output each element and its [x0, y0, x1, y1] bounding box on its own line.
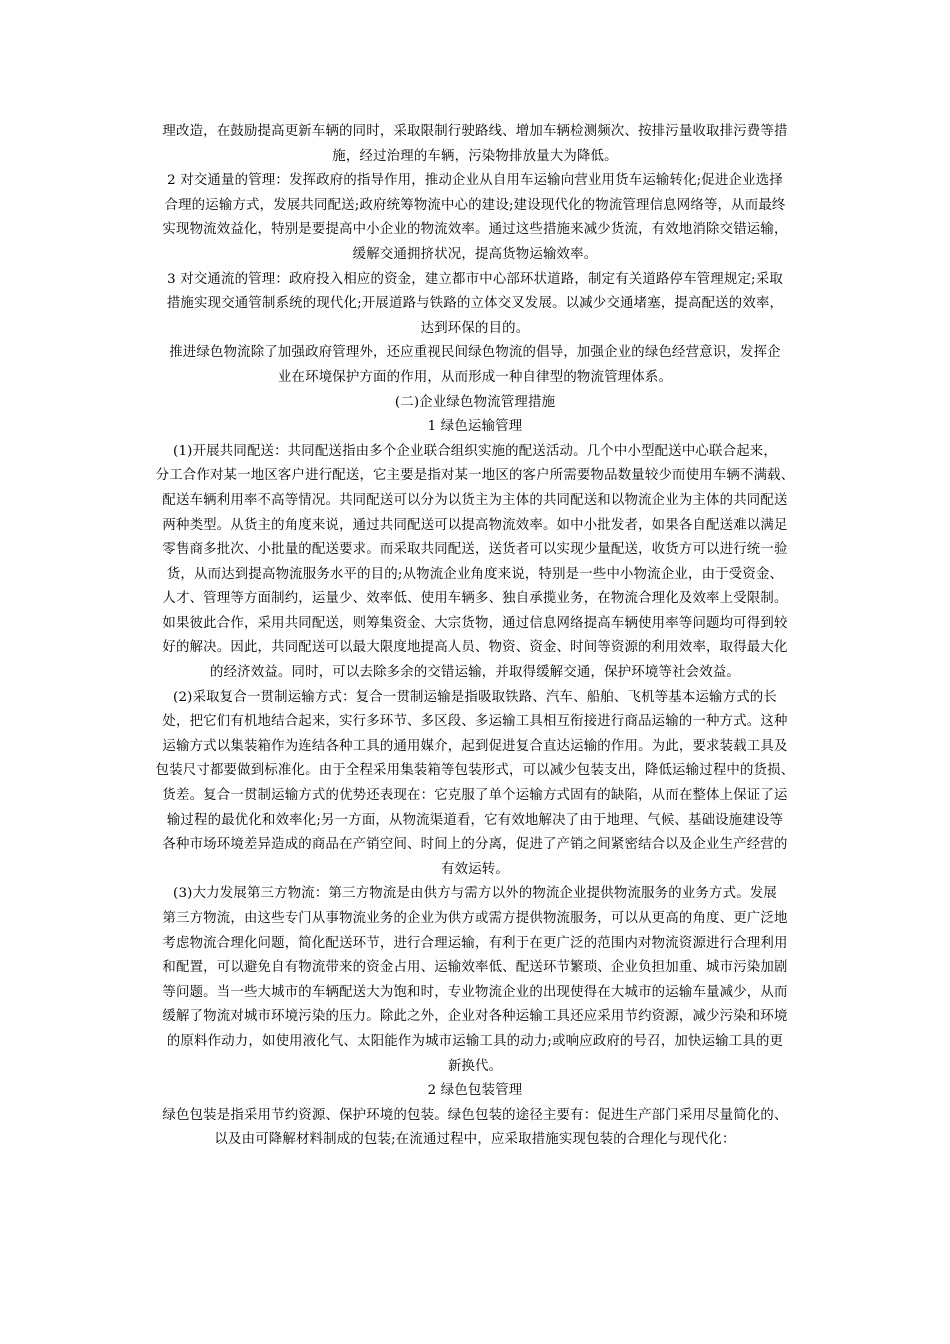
text-line: 输过程的最优化和效率化;另一方面，从物流渠道看，它有效地解决了由于地理、气候、基础设施建设等 [166, 812, 784, 828]
text-line: 3 对交通流的管理：政府投入相应的资金，建立都市中心部环状道路，制定有关道路停车管理规定;采取 [167, 271, 783, 287]
document-body [139, 120, 811, 1153]
text-line: 绿色包装是指采用节约资源、保护环境的包装。绿色包装的途径主要有：促进生产部门采用尽量简化的、 [162, 1107, 788, 1123]
text-line: (1)开展共同配送：共同配送指由多个企业联合组织实施的配送活动。几个中小型配送中心联合起来， [173, 443, 777, 459]
text-line: 2 对交通量的管理：发挥政府的指导作用，推动企业从自用车运输向营业用货车运输转化;促进企业选择 [167, 173, 783, 189]
text-line: 第三方物流，由这些专门从事物流业务的企业为供方或需方提供物流服务，可以从更高的角度、更广泛地 [162, 911, 788, 926]
text-line: 分工合作对某一地区客户进行配送，它主要是指对某一地区的客户所需要物品数量较少而使用车辆不满载、 [155, 468, 795, 484]
text-line: 达到环保的目的。 [420, 320, 530, 336]
text-line: 货，从而达到提高物流服务水平的目的;从物流企业角度来说，特别是一些中小物流企业，由于受资金、 [166, 566, 784, 582]
text-line: 缓解了物流对城市环境污染的压力。除此之外，企业对各种运输工具还应采用节约资源，减少污染和环境 [162, 1009, 788, 1025]
text-line: 两种类型。从货主的角度来说，通过共同配送可以提高物流效率。如中小批发者，如果各自配送难以满足 [162, 517, 788, 533]
text-line: (3)大力发展第三方物流：第三方物流是由供方与需方以外的物流企业提供物流服务的业务方式。发展 [173, 886, 777, 902]
text-line: 以及由可降解材料制成的包装;在流通过程中，应采取措施实现包装的合理化与现代化： [214, 1132, 736, 1148]
subsection-heading: 2 绿色包装管理 [427, 1083, 523, 1099]
text-line: 实现物流效益化，特别是要提高中小企业的物流效率。通过这些措施来减少货流，有效地消除交错运输， [162, 222, 788, 238]
text-line: 的经济效益。同时，可以去除多余的交错运输，并取得缓解交通，保护环境等社会效益。 [209, 665, 741, 681]
text-line: 业在环境保护方面的作用，从而形成一种自律型的物流管理体系。 [277, 369, 673, 385]
text-line: 合理的运输方式，发展共同配送;政府统筹物流中心的建设;建设现代化的物流管理信息网络等，从而最终 [164, 197, 786, 213]
text-line: 理改造，在鼓励提高更新车辆的同时，采取限制行驶路线、增加车辆检测频次、按排污量收取排污费等措 [162, 124, 788, 139]
text-line: 运输方式以集装箱作为连结各种工具的通用媒介，起到促进复合直达运输的作用。为此，要求装载工具及 [162, 738, 788, 754]
text-line: 的原料作动力，如使用液化气、太阳能作为城市运输工具的动力;或响应政府的号召，加快运输工具的更 [166, 1033, 784, 1049]
text-line: 等问题。当一些大城市的车辆配送大为饱和时，专业物流企业的出现使得在大城市的运输车量减少，从而 [162, 984, 788, 1000]
text-line: 缓解交通拥挤状况，提高货物运输效率。 [352, 246, 598, 262]
text-line: 零售商多批次、小批量的配送要求。而采取共同配送，送货者可以实现少量配送，收货方可以进行统一验 [162, 542, 788, 558]
text-line: 各种市场环境差异造成的商品在产销空间、时间上的分离，促进了产销之间紧密结合以及企业生产经营的 [162, 837, 788, 853]
text-line: 推进绿色物流除了加强政府管理外，还应重视民间绿色物流的倡导，加强企业的绿色经营意识，发挥企 [169, 345, 781, 361]
text-line: (2)采取复合一贯制运输方式：复合一贯制运输是指吸取铁路、汽车、船舶、飞机等基本运输方式的长 [173, 689, 777, 705]
text-line: 好的解决。因此，共同配送可以最大限度地提高人员、物资、资金、时间等资源的利用效率，取得最大化 [162, 640, 788, 656]
text-line: 措施实现交通管制系统的现代化;开展道路与铁路的立体交叉发展。以减少交通堵塞，提高配送的效率， [166, 296, 784, 312]
text-line: 有效运转。 [441, 861, 509, 877]
text-line: 配送车辆利用率不高等情况。共同配送可以分为以货主为主体的共同配送和以物流企业为主体的共同配送 [162, 492, 788, 508]
text-line: 考虑物流合理化问题，简化配送环节，进行合理运输，有利于在更广泛的范围内对物流资源进行合理利用 [162, 935, 788, 951]
text-line: 处，把它们有机地结合起来，实行多环节、多区段、多运输工具相互衔接进行商品运输的一种方式。这种 [162, 714, 788, 730]
text-line: 如果彼此合作，采用共同配送，则筹集资金、大宗货物，通过信息网络提高车辆使用率等问题均可得到较 [162, 615, 788, 631]
text-line: 新换代。 [447, 1058, 503, 1074]
section-heading: (二)企业绿色物流管理措施 [394, 394, 556, 410]
text-line: 和配置，可以避免自有物流带来的资金占用、运输效率低、配送环节繁琐、企业负担加重、城市污染加剧 [162, 960, 788, 976]
subsection-heading: 1 绿色运输管理 [427, 419, 523, 435]
text-line: 施，经过治理的车辆，污染物排放量大为降低。 [332, 148, 618, 164]
text-line: 包装尺寸都要做到标准化。由于全程采用集装箱等包装形式，可以减少包装支出，降低运输过程中的货损、 [155, 763, 795, 779]
text-line: 货差。复合一贯制运输方式的优势还表现在：它克服了单个运输方式固有的缺陷，从而在整体上保证了运 [162, 788, 788, 804]
text-line: 人才、管理等方面制约，运量少、效率低、使用车辆多、独自承揽业务，在物流合理化及效率上受限制。 [162, 591, 788, 607]
